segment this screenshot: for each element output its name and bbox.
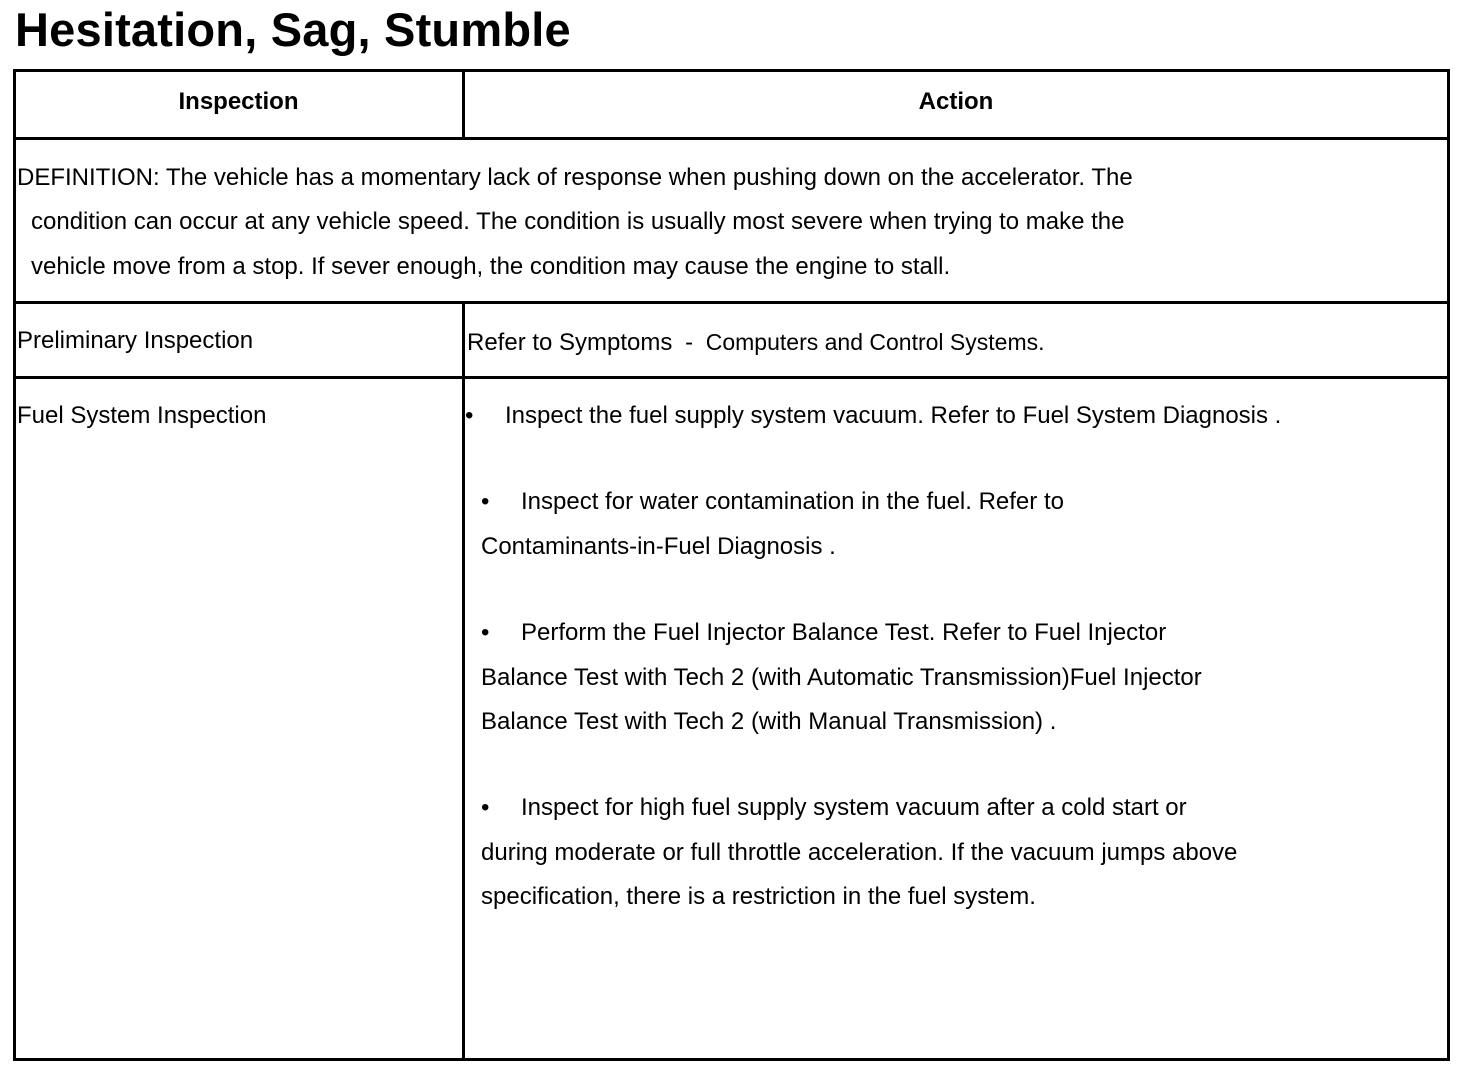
fuel-system-inspection-label: Fuel System Inspection [17,402,267,429]
preliminary-inspection-action [467,320,1045,366]
bullet-text: during moderate or full throttle acceleration. If the vacuum jumps above [481,838,1238,866]
bullet-text: specification, there is a restriction in the fuel system. [481,883,1036,910]
fuel-bullet-2 [481,480,1064,569]
fuel-bullet-4 [481,786,1237,920]
bullet-icon: • [465,402,474,429]
bullet-icon: • [481,488,490,515]
table-right-border [1447,69,1450,1061]
header-action: Action [918,88,994,115]
header-bottom-border [13,137,1450,140]
action-dash: - [685,329,694,356]
bullet-text: Balance Test with Tech 2 (with Automatic Transmission)Fuel Injector [481,663,1202,691]
table-left-border [13,69,16,1061]
bullet-text: Perform the Fuel Injector Balance Test. Refer to Fuel Injector [521,619,1167,646]
bullet-text: Inspect the fuel supply system vacuum. Refer to Fuel System Diagnosis . [505,402,1282,429]
action-refer-text: Refer to Symptoms [467,329,673,356]
action-reference-link[interactable]: Computers and Control Systems. [705,329,1045,355]
bullet-text: Inspect for high fuel supply system vacuum after a cold start or [521,794,1187,821]
definition-line-1: DEFINITION: The vehicle has a momentary lack of response when pushing down on the accelerator. The [17,164,1133,191]
fuel-bullet-3 [481,611,1202,745]
bullet-text: Contaminants-in-Fuel Diagnosis . [481,532,836,560]
bullet-icon: • [481,794,490,821]
preliminary-inspection-label: Preliminary Inspection [17,327,254,354]
definition-line-2: condition can occur at any vehicle speed. The condition is usually most severe when trying to make the [31,208,1125,235]
preliminary-bottom-border [13,376,1450,379]
table-bottom-border [13,1058,1450,1061]
bullet-icon: • [481,619,490,646]
table-top-border [13,69,1450,72]
fuel-bullet-1 [465,394,1281,439]
definition-line-3: vehicle move from a stop. If sever enough, the condition may cause the engine to stall. [31,253,951,280]
page-title: Hesitation, Sag, Stumble [15,3,571,56]
definition-bottom-border [13,301,1450,304]
bullet-text: Balance Test with Tech 2 (with Manual Transmission) . [481,708,1057,735]
header-inspection: Inspection [178,88,299,115]
bullet-text: Inspect for water contamination in the fuel. Refer to [521,488,1064,515]
